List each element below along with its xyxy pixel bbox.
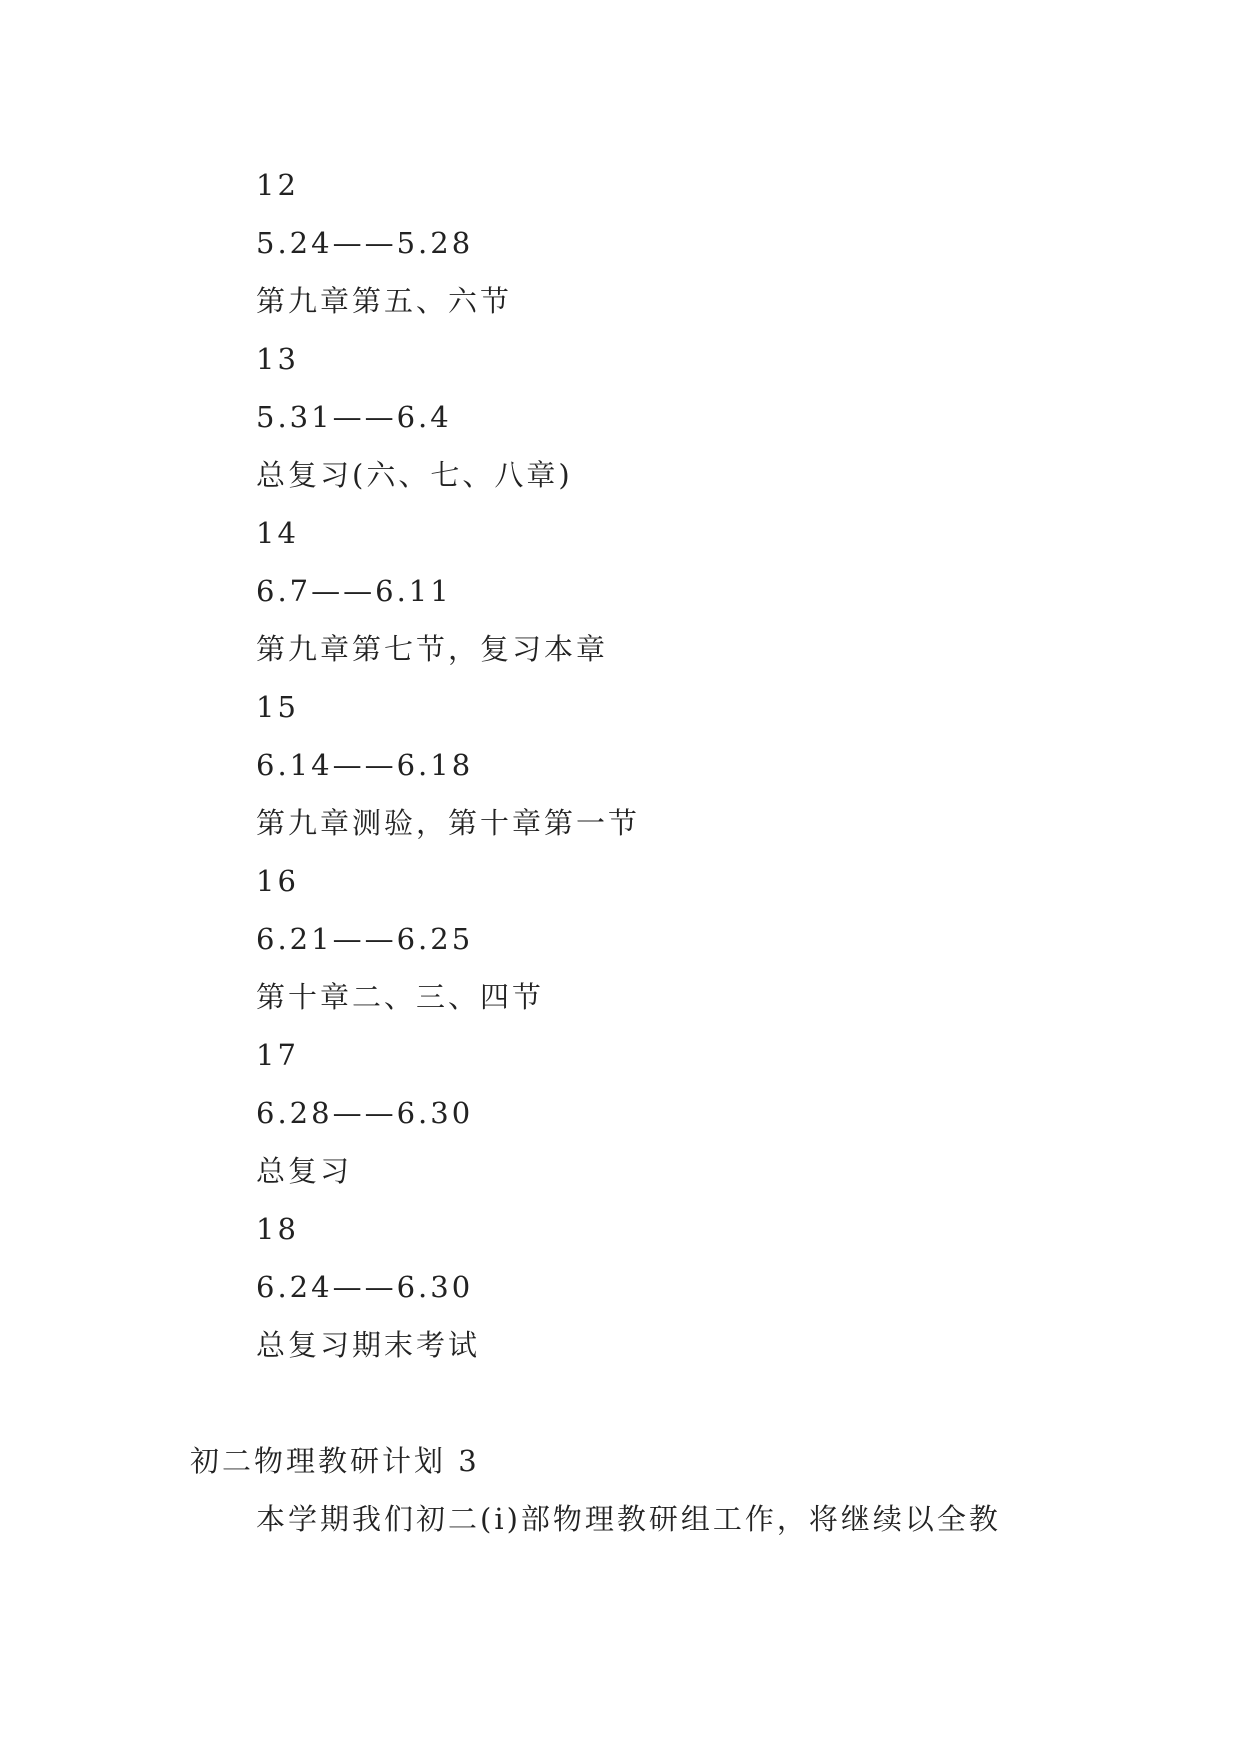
- paragraph-text: 本学期我们初二(i)部物理教研组工作，将继续以全教: [256, 1502, 1001, 1536]
- week-number: 15: [256, 690, 299, 724]
- week-content: 总复习: [256, 1154, 353, 1188]
- week-content: 第十章二、三、四节: [256, 980, 545, 1014]
- week-content: 第九章测验，第十章第一节: [256, 806, 641, 840]
- week-number: 18: [256, 1212, 299, 1246]
- week-dates: 6.14——6.18: [256, 748, 474, 782]
- week-dates: 6.24——6.30: [256, 1270, 474, 1304]
- week-content: 总复习(六、七、八章): [256, 458, 573, 492]
- week-number: 17: [256, 1038, 299, 1072]
- week-content: 第九章第五、六节: [256, 284, 513, 318]
- week-dates: 5.24——5.28: [256, 226, 474, 260]
- week-number: 16: [256, 864, 299, 898]
- week-content: 总复习期末考试: [256, 1328, 481, 1362]
- week-dates: 6.7——6.11: [256, 574, 452, 608]
- week-dates: 6.21——6.25: [256, 922, 474, 956]
- week-number: 14: [256, 516, 299, 550]
- week-number: 13: [256, 342, 299, 376]
- week-content: 第九章第七节，复习本章: [256, 632, 609, 666]
- week-dates: 5.31——6.4: [256, 400, 452, 434]
- week-dates: 6.28——6.30: [256, 1096, 474, 1130]
- week-number: 12: [256, 168, 299, 202]
- section-title: 初二物理教研计划 3: [190, 1444, 480, 1478]
